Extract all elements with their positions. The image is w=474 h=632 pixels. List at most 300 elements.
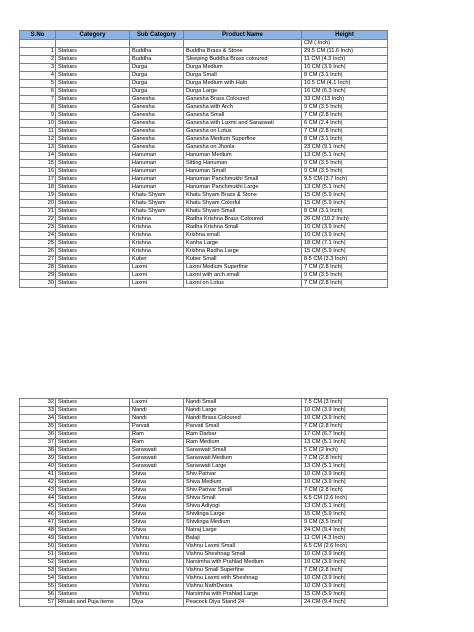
cell-sno: 15 [20, 160, 56, 168]
cell-height: 10 CM (3.9 Inch) [302, 232, 388, 240]
cell-product-name: Nandi Brass Coloured [184, 415, 302, 423]
cell-product-name: Shiv Parivar [184, 471, 302, 479]
cell-height: 23 CM (9.1 Inch) [302, 144, 388, 152]
cell-sno: 2 [20, 56, 56, 64]
cell-sno: 25 [20, 240, 56, 248]
header-sno: S.No [20, 31, 56, 40]
cell-sno: 38 [20, 447, 56, 455]
cell-height: 8 CM (3.1 Inch) [302, 136, 388, 144]
cell-product-name: Ganesha Small [184, 112, 302, 120]
cell-height: 8 CM (3.1 Inch) [302, 72, 388, 80]
cell-sub-category: Durga [130, 80, 184, 88]
cell-sno: 45 [20, 503, 56, 511]
cell-sno: 28 [20, 264, 56, 272]
cell-sno: 20 [20, 200, 56, 208]
table-row [20, 527, 388, 535]
cell-height: 6 CM (2.4 Inch) [302, 120, 388, 128]
cell-height: 10 CM (3.9 Inch) [302, 583, 388, 591]
cell-sub-category: Diya [130, 599, 184, 607]
cell-sub-category: Ganesha [130, 112, 184, 120]
cell-product-name: Peacock Diya Stand 24 [184, 599, 302, 607]
cell-sub-category: Laxmi [130, 399, 184, 407]
cell-sub-category: Durga [130, 88, 184, 96]
table-row [20, 495, 388, 503]
cell-product-name: Saraswati Large [184, 463, 302, 471]
cell-category: Statues [56, 144, 130, 152]
cell-product-name: Krishna Radha Large [184, 248, 302, 256]
cell-sub-category: Vishnu [130, 591, 184, 599]
cell-height: 10 CM (3.9 Inch) [302, 479, 388, 487]
cell-category: Statues [56, 511, 130, 519]
cell-category: Statues [56, 248, 130, 256]
cell-sub-category: Buddha [130, 48, 184, 56]
cell-sub-category: Ganesha [130, 136, 184, 144]
table-row [20, 184, 388, 192]
cell-height: 9 CM (3.5 Inch) [302, 168, 388, 176]
cell-category: Statues [56, 136, 130, 144]
cell-category: Statues [56, 503, 130, 511]
cell-sno: 52 [20, 559, 56, 567]
cell-height: 15 CM (5.9 Inch) [302, 591, 388, 599]
cell-sub-category: Krishna [130, 216, 184, 224]
table-row [20, 208, 388, 216]
cell-sno: 10 [20, 120, 56, 128]
cell-height: 13 CM (5.1 Inch) [302, 184, 388, 192]
cell-height: 10.5 CM (4.1 Inch) [302, 80, 388, 88]
table-row [20, 447, 388, 455]
cell-product-name: Durga Small [184, 72, 302, 80]
cell-category: Statues [56, 471, 130, 479]
cell-sno: 32 [20, 399, 56, 407]
cell-sub-category: Hanuman [130, 176, 184, 184]
cell-sub-category: Kuber [130, 256, 184, 264]
table-row [20, 543, 388, 551]
cell-sno: 40 [20, 463, 56, 471]
header-product-name: Product Name [184, 31, 302, 40]
cell-sno: 56 [20, 591, 56, 599]
header-row [20, 31, 388, 40]
table-row [20, 280, 388, 288]
cell-sub-category: Ganesha [130, 128, 184, 136]
table-row [20, 463, 388, 471]
cell-category: Statues [56, 256, 130, 264]
cell-category: Statues [56, 264, 130, 272]
table-row [20, 599, 388, 607]
cell-height: 7.5 CM (3 Inch) [302, 399, 388, 407]
cell-sub-category: Laxmi [130, 272, 184, 280]
table-row [20, 72, 388, 80]
cell-sub-category: Nandi [130, 415, 184, 423]
cell-height: 6.5 CM (2.6 Inch) [302, 495, 388, 503]
cell-sub-category: Vishnu [130, 559, 184, 567]
cell-category: Statues [56, 487, 130, 495]
unit-label: CM ( Inch) [302, 40, 388, 48]
table-row [20, 407, 388, 415]
cell-sub-category: Ganesha [130, 104, 184, 112]
cell-sno: 17 [20, 176, 56, 184]
cell-category: Statues [56, 72, 130, 80]
table-row [20, 128, 388, 136]
cell-height: 7 CM (2.8 Inch) [302, 455, 388, 463]
cell-sub-category: Shiva [130, 511, 184, 519]
cell-height: 24 CM (9.4 Inch) [302, 527, 388, 535]
cell-sno: 7 [20, 96, 56, 104]
cell-product-name: Balaji [184, 535, 302, 543]
cell-product-name: Parvati Small [184, 423, 302, 431]
cell-sno: 23 [20, 224, 56, 232]
table-row [20, 160, 388, 168]
cell-sno: 42 [20, 479, 56, 487]
table-row [20, 88, 388, 96]
cell-product-name: Ganesha with Laxmi and Saraswati [184, 120, 302, 128]
cell-sno: 37 [20, 439, 56, 447]
cell-height: 9 CM (3.5 Inch) [302, 160, 388, 168]
cell-category: Statues [56, 479, 130, 487]
cell-category: Statues [56, 423, 130, 431]
cell-sno: 18 [20, 184, 56, 192]
cell-height: 18 CM (7.1 Inch) [302, 240, 388, 248]
cell-category: Statues [56, 495, 130, 503]
cell-product-name: Sitting Hanuman [184, 160, 302, 168]
cell-height: 10 CM (3.9 Inch) [302, 415, 388, 423]
table-row [20, 272, 388, 280]
cell-sno: 27 [20, 256, 56, 264]
cell-category: Rituals and Puja items [56, 599, 130, 607]
cell-sub-category: Hanuman [130, 168, 184, 176]
cell-category: Statues [56, 160, 130, 168]
table-row [20, 479, 388, 487]
cell-sub-category: Laxmi [130, 280, 184, 288]
cell-product-name: Laxmi on Lotus [184, 280, 302, 288]
cell-sub-category: Khatu Shyam [130, 208, 184, 216]
cell-category: Statues [56, 192, 130, 200]
cell-product-name: Khatu Shyam Small [184, 208, 302, 216]
table-row [20, 80, 388, 88]
table-row [20, 519, 388, 527]
cell-category: Statues [56, 591, 130, 599]
cell-sno: 11 [20, 128, 56, 136]
table-row [20, 439, 388, 447]
table-row [20, 200, 388, 208]
cell-sno: 29 [20, 272, 56, 280]
cell-sub-category: Ram [130, 431, 184, 439]
cell-category: Statues [56, 583, 130, 591]
cell-product-name: Ganesha on Lotus [184, 128, 302, 136]
products-table-bottom [19, 398, 388, 607]
cell-product-name: Durga Large [184, 88, 302, 96]
cell-category: Statues [56, 152, 130, 160]
cell-sub-category: Saraswati [130, 447, 184, 455]
cell-height: 16 CM (6.3 Inch) [302, 88, 388, 96]
cell-category: Statues [56, 455, 130, 463]
table-row [20, 168, 388, 176]
cell-sno: 47 [20, 519, 56, 527]
cell-height: 7 CM (2.8 Inch) [302, 112, 388, 120]
cell-height: 8.5 CM (3.3 Inch) [302, 256, 388, 264]
cell-product-name: Radha Krishna Small [184, 224, 302, 232]
cell-sno: 8 [20, 104, 56, 112]
cell-sno: 6 [20, 88, 56, 96]
table-row [20, 423, 388, 431]
cell-sub-category: Krishna [130, 232, 184, 240]
cell-height: 5 CM (2 Inch) [302, 447, 388, 455]
cell-sub-category: Ganesha [130, 96, 184, 104]
cell-sno: 1 [20, 48, 56, 56]
cell-sub-category: Durga [130, 64, 184, 72]
cell-product-name: Kanha Large [184, 240, 302, 248]
cell-product-name: Sleeping Buddha Brass coloured [184, 56, 302, 64]
cell-sub-category: Vishnu [130, 543, 184, 551]
cell-height: 10 CM (3.9 Inch) [302, 64, 388, 72]
cell-category: Statues [56, 88, 130, 96]
cell-sub-category: Shiva [130, 471, 184, 479]
table-row [20, 431, 388, 439]
cell-category: Statues [56, 527, 130, 535]
cell-sno: 43 [20, 487, 56, 495]
cell-sno: 49 [20, 535, 56, 543]
table-row [20, 224, 388, 232]
cell-category: Statues [56, 208, 130, 216]
cell-product-name: Ram Medium [184, 439, 302, 447]
cell-product-name: Shivlinga Large [184, 511, 302, 519]
cell-height: 15 CM (5.9 Inch) [302, 248, 388, 256]
table-body-bottom [20, 399, 388, 607]
cell-sno: 16 [20, 168, 56, 176]
table-row [20, 144, 388, 152]
cell-category: Statues [56, 280, 130, 288]
cell-category: Statues [56, 80, 130, 88]
table-row [20, 248, 388, 256]
cell-product-name: Laxmi with arch small [184, 272, 302, 280]
cell-product-name: Vishnu Laxmi Small [184, 543, 302, 551]
cell-sub-category: Nandi [130, 407, 184, 415]
table-row [20, 583, 388, 591]
cell-height: 13 CM (5.1 Inch) [302, 152, 388, 160]
cell-product-name: Vishnu Laxmi with Sheshnag [184, 575, 302, 583]
table-row [20, 192, 388, 200]
cell-product-name: Ganesha with Arch [184, 104, 302, 112]
cell-category: Statues [56, 559, 130, 567]
cell-category: Statues [56, 176, 130, 184]
cell-sno: 46 [20, 511, 56, 519]
cell-category: Statues [56, 240, 130, 248]
cell-height: 17 CM (6.7 Inch) [302, 431, 388, 439]
cell-sub-category: Vishnu [130, 535, 184, 543]
cell-height: 8 CM (3.1 Inch) [302, 208, 388, 216]
cell-sub-category: Saraswati [130, 463, 184, 471]
cell-product-name: Nandi Large [184, 407, 302, 415]
cell-sub-category: Vishnu [130, 551, 184, 559]
cell-sub-category: Saraswati [130, 455, 184, 463]
cell-category: Statues [56, 216, 130, 224]
cell-product-name: Shiva Adiyogi [184, 503, 302, 511]
table-row [20, 567, 388, 575]
cell-product-name: Ram Darbar [184, 431, 302, 439]
cell-category: Statues [56, 519, 130, 527]
cell-category: Statues [56, 463, 130, 471]
cell-product-name: Ganesha on Jhoola [184, 144, 302, 152]
cell-category: Statues [56, 104, 130, 112]
cell-sub-category: Vishnu [130, 575, 184, 583]
cell-sno: 36 [20, 431, 56, 439]
cell-category: Statues [56, 567, 130, 575]
cell-height: 7 CM (2.8 Inch) [302, 280, 388, 288]
cell-sub-category: Hanuman [130, 152, 184, 160]
cell-height: 24 CM (9.4 Inch) [302, 599, 388, 607]
cell-sno: 4 [20, 72, 56, 80]
cell-height: 7 CM (2.8 Inch) [302, 423, 388, 431]
cell-sno: 13 [20, 144, 56, 152]
cell-product-name: Khatu Shyam Brass & Stone [184, 192, 302, 200]
unit-row [20, 40, 388, 48]
cell-product-name: Khatu Shyam Colorful [184, 200, 302, 208]
cell-product-name: Laxmi Medium Superfine [184, 264, 302, 272]
table-row [20, 575, 388, 583]
cell-height: 11 CM (4.3 Inch) [302, 535, 388, 543]
cell-product-name: Radha Krishna Brass Coloured [184, 216, 302, 224]
cell-sub-category: Ram [130, 439, 184, 447]
cell-sno: 51 [20, 551, 56, 559]
cell-sno: 21 [20, 208, 56, 216]
cell-product-name: Shiva Medium [184, 479, 302, 487]
cell-sno: 22 [20, 216, 56, 224]
cell-sub-category: Krishna [130, 224, 184, 232]
cell-height: 15 CM (5.9 Inch) [302, 200, 388, 208]
cell-sub-category: Shiva [130, 479, 184, 487]
cell-sub-category: Ganesha [130, 120, 184, 128]
cell-product-name: Buddha Brass & Stone [184, 48, 302, 56]
cell-sub-category: Krishna [130, 248, 184, 256]
cell-sub-category: Shiva [130, 495, 184, 503]
cell-sno: 57 [20, 599, 56, 607]
cell-sub-category: Hanuman [130, 160, 184, 168]
table-row [20, 511, 388, 519]
cell-product-name: Nandi Small [184, 399, 302, 407]
table-row [20, 152, 388, 160]
table-row [20, 535, 388, 543]
cell-sub-category: Shiva [130, 503, 184, 511]
cell-sub-category: Shiva [130, 527, 184, 535]
cell-product-name: Narsimha with Prahlad Medium [184, 559, 302, 567]
table-row [20, 256, 388, 264]
table-row [20, 104, 388, 112]
cell-category: Statues [56, 535, 130, 543]
cell-height: 10 CM (3.9 Inch) [302, 575, 388, 583]
cell-sno: 50 [20, 543, 56, 551]
cell-height: 7 CM (2.8 Inch) [302, 264, 388, 272]
cell-sno: 30 [20, 280, 56, 288]
cell-height: 6.5 CM (2.6 Inch) [302, 543, 388, 551]
cell-height: 13 CM (5.1 Inch) [302, 503, 388, 511]
cell-category: Statues [56, 415, 130, 423]
cell-category: Statues [56, 224, 130, 232]
cell-sub-category: Laxmi [130, 264, 184, 272]
cell-category: Statues [56, 447, 130, 455]
cell-height: 10 CM (3.9 Inch) [302, 471, 388, 479]
cell-sub-category: Vishnu [130, 567, 184, 575]
table-row [20, 176, 388, 184]
cell-sno: 34 [20, 415, 56, 423]
cell-product-name: Saraswati Small [184, 447, 302, 455]
cell-sno: 24 [20, 232, 56, 240]
cell-product-name: Hanuman Panchmukhi Small [184, 176, 302, 184]
cell-category: Statues [56, 48, 130, 56]
cell-product-name: Durga Medium with Halo [184, 80, 302, 88]
table-row [20, 48, 388, 56]
cell-sub-category: Shiva [130, 487, 184, 495]
table-row [20, 471, 388, 479]
cell-height: 29.5 CM (11.6 Inch) [302, 48, 388, 56]
cell-category: Statues [56, 184, 130, 192]
cell-height: 11 CM (4.3 Inch) [302, 56, 388, 64]
table-row [20, 96, 388, 104]
table-row [20, 551, 388, 559]
cell-sub-category: Khatu Shyam [130, 192, 184, 200]
cell-height: 10 CM (3.9 Inch) [302, 407, 388, 415]
cell-sno: 53 [20, 567, 56, 575]
products-table-top [19, 30, 388, 288]
cell-product-name: Saraswati Medium [184, 455, 302, 463]
cell-height: 9 CM (3.5 Inch) [302, 272, 388, 280]
cell-height: 10 CM (3.9 Inch) [302, 224, 388, 232]
cell-category: Statues [56, 431, 130, 439]
cell-product-name: Shiv Parivar Small [184, 487, 302, 495]
cell-height: 9.5 CM (3.7 Inch) [302, 176, 388, 184]
cell-product-name: Ganesha Brass Coloured [184, 96, 302, 104]
table-row [20, 232, 388, 240]
header-category: Category [56, 31, 130, 40]
cell-category: Statues [56, 575, 130, 583]
table-row [20, 455, 388, 463]
cell-height: 13 CM (5.1 Inch) [302, 439, 388, 447]
cell-sno: 12 [20, 136, 56, 144]
cell-product-name: Shiva Small [184, 495, 302, 503]
cell-product-name: Shivlinga Medium [184, 519, 302, 527]
cell-sno: 35 [20, 423, 56, 431]
cell-sub-category: Vishnu [130, 583, 184, 591]
cell-product-name: Hanuman Panchmukhi Large [184, 184, 302, 192]
table-row [20, 559, 388, 567]
cell-category: Statues [56, 168, 130, 176]
cell-product-name: Natraj Large [184, 527, 302, 535]
cell-sub-category: Shiva [130, 519, 184, 527]
cell-height: 15 CM (5.9 Inch) [302, 192, 388, 200]
cell-height: 9 CM (3.5 Inch) [302, 519, 388, 527]
cell-sub-category: Krishna [130, 240, 184, 248]
cell-category: Statues [56, 56, 130, 64]
table-row [20, 216, 388, 224]
cell-sno: 48 [20, 527, 56, 535]
cell-product-name: Ganesha Medium Superfine [184, 136, 302, 144]
cell-height: 10 CM (3.9 Inch) [302, 551, 388, 559]
table-row [20, 64, 388, 72]
cell-sub-category: Khatu Shyam [130, 200, 184, 208]
table-row [20, 136, 388, 144]
table-body-top [20, 40, 388, 288]
cell-product-name: Vishnu Small Superfine [184, 567, 302, 575]
table-row [20, 112, 388, 120]
cell-height: 7 CM (2.8 Inch) [302, 567, 388, 575]
cell-category: Statues [56, 200, 130, 208]
cell-product-name: Vishnu NathDwara [184, 583, 302, 591]
cell-category: Statues [56, 232, 130, 240]
cell-sno: 39 [20, 455, 56, 463]
cell-sub-category: Parvati [130, 423, 184, 431]
cell-height: 7 CM (2.8 Inch) [302, 128, 388, 136]
table-row [20, 264, 388, 272]
cell-category: Statues [56, 96, 130, 104]
cell-sub-category: Durga [130, 72, 184, 80]
